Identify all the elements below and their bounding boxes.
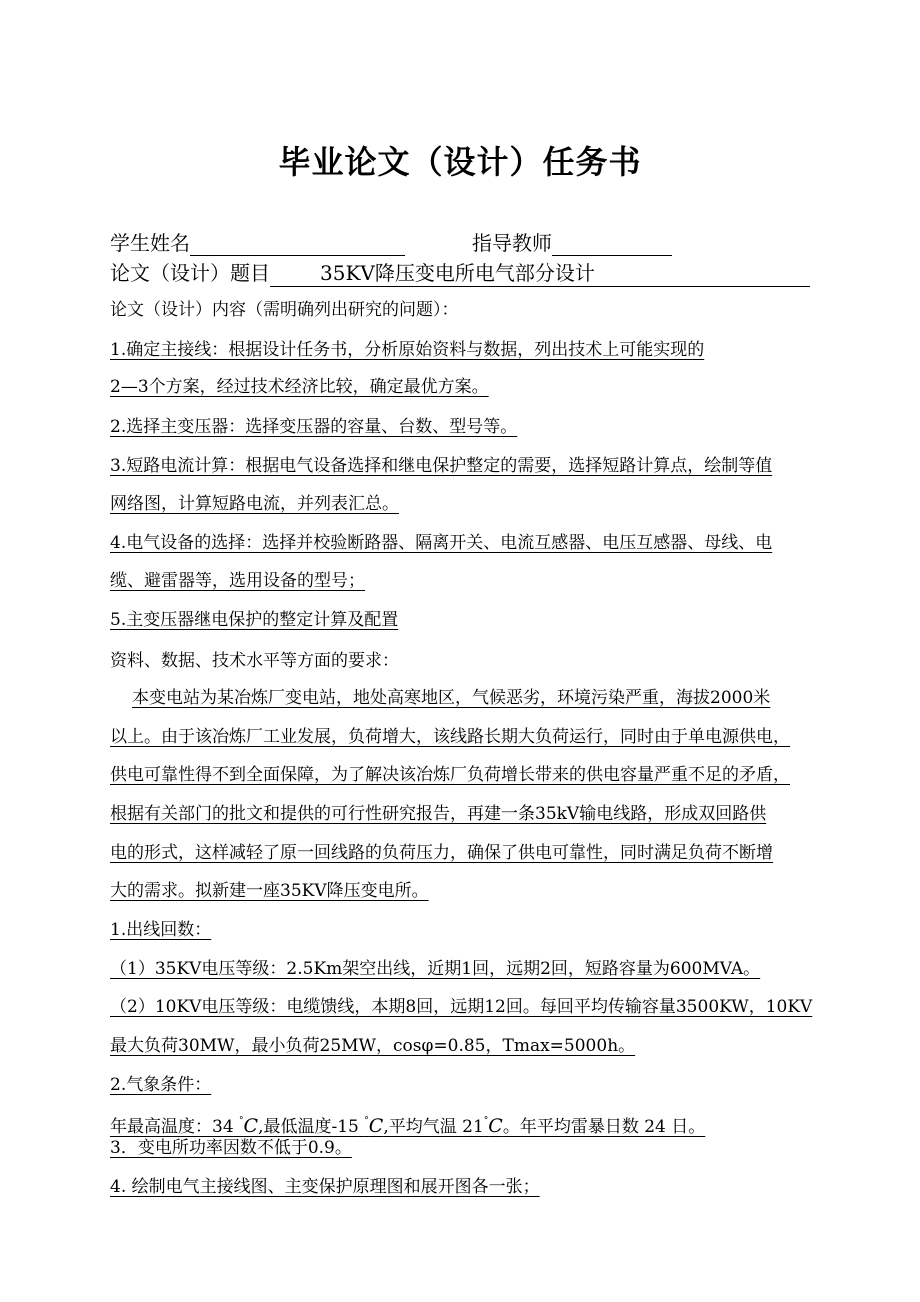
degree-symbol: ° [483,1116,489,1126]
student-name-label: 学生姓名 [110,231,190,255]
celsius-unit: C [243,1115,259,1137]
degree-symbol: ° [239,1116,244,1126]
content-line: 2—3个方案，经过技术经济比较，确定最优方案。 [110,377,489,397]
outlet-line: （2）10KV电压等级：电缆馈线，本期8回，远期12回。每回平均传输容量3500KW，10KV [110,997,813,1017]
content-line: 4.电气设备的选择：选择并校验断路器、隔离开关、电流互感器、电压互感器、母线、电 [110,533,773,553]
weather-thunder-days: 。年平均雷暴日数 24 日。 [502,1117,706,1137]
topic-value: 35KV降压变电所电气部分设计 [270,260,810,287]
degree-symbol: ° [364,1116,369,1126]
paragraph-line: 供电可靠性得不到全面保障，为了解决该冶炼厂负荷增长带来的供电容量严重不足的矛盾， [110,765,790,785]
outlet-label: 1.出线回数： [110,920,212,940]
paragraph-line: 根据有关部门的批文和提供的可行性研究报告，再建一条35kV输电线路，形成双回路供 [110,804,767,824]
content-label: 论文（设计）内容（需明确列出研究的问题）： [110,300,459,320]
weather-line [110,1110,705,1138]
content-line: 1.确定主接线：根据设计任务书，分析原始资料与数据，列出技术上可能实现的 [110,340,705,360]
paragraph-line: 电的形式，这样减轻了原一回线路的负荷压力，确保了供电可靠性，同时满足负荷不断增 [110,843,773,863]
weather-min-temp: ,最低温度-15 [258,1117,359,1137]
content-line: 5.主变压器继电保护的整定计算及配置 [110,610,399,630]
outlet-line: （1）35KV电压等级：2.5Km架空出线，近期1回，远期2回，短路容量为600MVA。 [110,959,761,979]
advisor-label: 指导教师 [472,231,552,255]
weather-avg-temp: ,平均气温 21 [383,1117,484,1137]
requirements-label: 资料、数据、技术水平等方面的要求： [110,651,399,671]
topic-row [110,260,810,287]
topic-label: 论文（设计）题目 [110,261,270,285]
celsius-unit: C [368,1115,384,1137]
content-line: 缆、避雷器等，选用设备的型号； [110,571,365,591]
celsius-unit: C [488,1115,503,1137]
content-line: 3.短路电流计算：根据电气设备选择和继电保护整定的需要，选择短路计算点，绘制等值 [110,456,773,476]
student-name-blank [190,235,405,256]
weather-label: 2.气象条件： [110,1075,212,1095]
paragraph-line: 本变电站为某冶炼厂变电站，地处高寒地区，气候恶劣，环境污染严重，海拔2000米 [132,688,771,708]
outlet-line: 最大负荷30MW，最小负荷25MW，cosφ=0.85，Tmax=5000h。 [110,1036,636,1056]
advisor-blank [552,235,672,256]
content-line: 2.选择主变压器：选择变压器的容量、台数、型号等。 [110,417,518,437]
paragraph-line: 大的需求。拟新建一座35KV降压变电所。 [110,881,429,901]
student-advisor-row [110,230,672,256]
paragraph-line: 以上。由于该冶炼厂工业发展，负荷增大，该线路长期大负荷运行，同时由于单电源供电， [110,727,790,747]
drawing-requirement-line: 4. 绘制电气主接线图、主变保护原理图和展开图各一张； [110,1177,540,1197]
content-line: 网络图，计算短路电流，并列表汇总。 [110,494,399,514]
weather-max-temp: 年最高温度：34 [110,1117,234,1137]
page-title: 毕业论文（设计）任务书 [278,143,642,181]
power-factor-line: 3．变电所功率因数不低于0.9。 [110,1138,352,1158]
